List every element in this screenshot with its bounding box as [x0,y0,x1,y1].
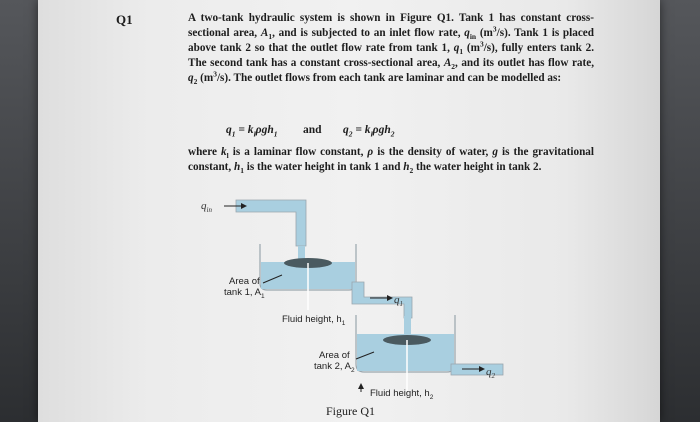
outlet-pipe-1 [352,282,412,318]
qin-label: $q_{in}$ [201,200,212,215]
inlet-pipe [236,200,306,246]
q2-label: $q_2$ [486,366,495,381]
fluid-height-2-label: Fluid height, $h_2$ [370,388,434,401]
inflow-stream-2 [404,316,411,335]
where-paragraph: where $k_l$ is a laminar flow constant, ρ is the density of water, g is the gravitational constant, $h_1$ is the water height in tank 1 and $h_2$ the water height in tank 2. [188,146,594,176]
equation-q1: $q_1 = k_l\rho gh_1$ [226,124,278,139]
question-number: Q1 [116,12,133,27]
q1-label: $q_1$ [394,294,403,309]
fluid-height-1-label: Fluid height, $h_1$ [282,314,346,327]
area-tank-1-label: Area of tank 1, $A_1$ [224,276,265,300]
equation-and: and [303,124,322,136]
area-tank-2-label: Area of tank 2, $A_2$ [314,350,355,374]
figure-caption: Figure Q1 [326,404,375,418]
question-intro-paragraph: A two-tank hydraulic system is shown in Figure Q1. Tank 1 has constant cross-sectional area, $A_1$, and is subjected to an inlet flow rate, $q_{in}$ $(m^3/s)$. Tank 1 is placed above tank 2 so that the outlet flow rate from tank 1, $q_1$ $(m^3/s)$, fully enters tank 2. The second tank has a constant cross-sectional area, $A_2$, and its outlet has flow rate, $q_2$ $(m^3/s)$. The outlet flows from each tank are laminar and can be modelled as: [188,12,595,87]
equation-q2: $q_2 = k_l\rho gh_2$ [343,124,395,139]
